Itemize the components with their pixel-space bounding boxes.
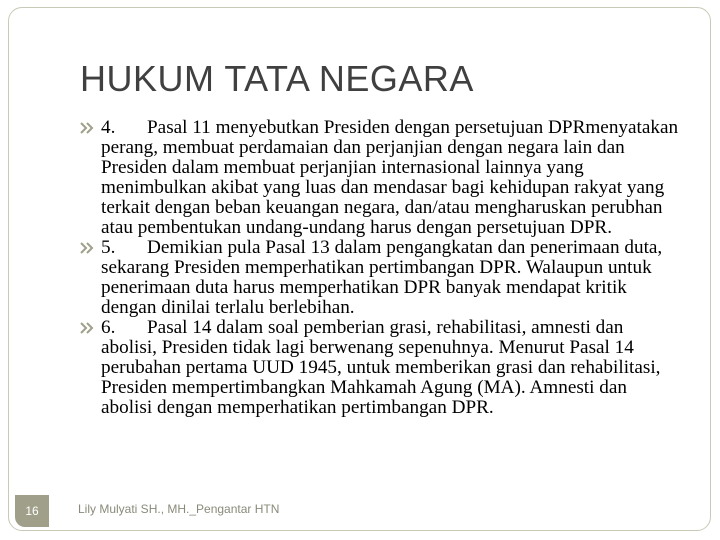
double-chevron-bullet-icon: [80, 121, 96, 135]
item-number: 4.: [101, 117, 116, 138]
slide-content: [80, 118, 680, 418]
item-number: 6.: [101, 317, 116, 338]
list-item-6: [80, 318, 680, 418]
double-chevron-bullet-icon: [80, 321, 96, 335]
slide-footer: Lily Mulyati SH., MH._Pengantar HTN: [78, 502, 280, 516]
double-chevron-bullet-icon: [80, 241, 96, 255]
list-item-4: [80, 118, 680, 238]
list-item-5: [80, 238, 680, 318]
item-number: 5.: [101, 237, 116, 258]
page-number: 16: [15, 495, 49, 527]
item-text: Pasal 11 menyebutkan Presiden dengan persetujuan DPRmenyatakan perang, membuat perdamaian dan perjanjian dengan negara lain dan Presiden dalam membuat perjanjian internasional lainnya yang menimbulkan akibat yang luas dan mendasar bagi kehidupan rakyat yang terkait dengan beban keuangan negara, dan/atau mengharuskan perubhan atau pembentukan undang-undang harus dengan persetujuan DPR.: [101, 117, 679, 238]
slide-title: HUKUM TATA NEGARA: [80, 58, 474, 99]
item-text: Pasal 14 dalam soal pemberian grasi, rehabilitasi, amnesti dan abolisi, Presiden tidak lagi berwenang sepenuhnya. Menurut Pasal 14 perubahan pertama UUD 1945, untuk memberikan grasi dan rehabilitasi, Presiden mempertimbangkan Mahkamah Agung (MA). Amnesti dan abolisi dengan memperhatikan pertimbangan DPR.: [101, 317, 661, 418]
item-text: Demikian pula Pasal 13 dalam pengangkatan dan penerimaan duta, sekarang Presiden memperhatikan pertimbangan DPR. Walaupun untuk penerimaan duta harus memperhatikan DPR banyak mendapat kritik dengan dinilai terlalu berlebihan.: [101, 237, 663, 318]
